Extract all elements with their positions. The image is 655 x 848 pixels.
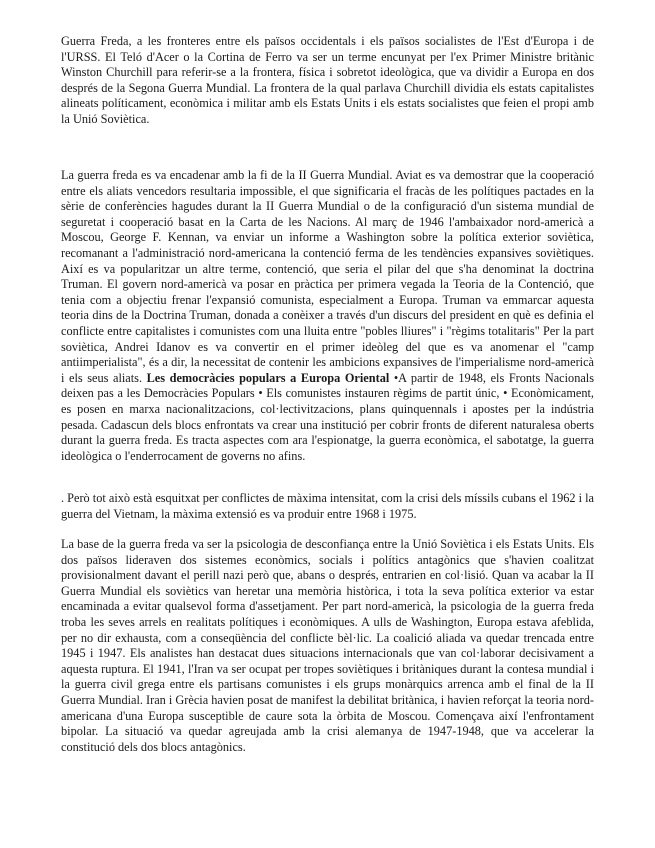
paragraph-psychology-of-distrust: La base de la guerra freda va ser la psicologia de desconfiança entre la Unió Soviètica i els Estats Units. Els dos països lideraven dos sistemes econòmics, socials i polítics antagònics que s'havien coalitzat provisionalment davant el perill nazi però que, abans o després, entrarien en col·lisió. Quan va acabar la II Guerra Mundial els soviètics van heretar una memòria històrica, i tota la seva política exterior va estar encaminada a evitar qualsevol forma d'assetjament. Per part nord-americà, la psicologia de la guerra freda troba les seves arrels en realitats polítiques i econòmiques. A ulls de Washington, Europa estava afeblida, per no dir exhausta, com a conseqüència del conflicte bèl·lic. La coalició aliada va quedar trencada entre 1945 i 1947. Els analistes han destacat dues situacions internacionals que van col·laborar decisivament a aquesta ruptura. El 1941, l'Iran va ser ocupat per tropes soviètiques i britàniques durant la contesa mundial i la guerra civil grega entre els partisans comunistes i els grups monàrquics arrenca amb el final de la II Guerra Mundial. Iran i Grècia havien posat de manifest la debilitat britànica, i havien reforçat la teoria nord-americana d'una Europa susceptible de caure sota la òrbita de Moscou. Començava així l'enfrontament bipolar. La situació va quedar agreujada amb la crisi alemanya de 1947-1948, que va accelerar la constitució dels dos blocs antagònics. (61, 537, 594, 754)
paragraph-conflicts: . Però tot això està esquitxat per conflictes de màxima intensitat, com la crisi dels míssils cubans el 1962 i la guerra del Vietnam, la màxima extensió es va produir entre 1968 i 1975. (61, 491, 594, 521)
paragraph-cold-war-border: Guerra Freda, a les fronteres entre els països occidentals i els països socialistes de l'Est d'Europa i de l'URSS. El Teló d'Acer o la Cortina de Ferro va ser un terme encunyat per l'ex Primer Ministre britànic Winston Churchill para referir-se a la frontera, física i sobretot ideològica, que va dividir a Europa en dos després de la Segona Guerra Mundial. La frontera de la qual parlava Churchill dividia els estats capitalistes alineats políticament, econòmica i militar amb els Estats Units i els estats socialistes que feien el propi amb la Unió Soviètica. (61, 34, 594, 126)
paragraph-text-after-heading: •A partir de 1948, els Fronts Nacionals deixen pas a les Democràcies Populars • Els comunistes instauren règims de partit únic, • Econòmicament, es posen en marxa nacionalitzacions, col·lectivitzacions, plans quinquennals i apostes per la indústria pesada. Cadascun dels blocs enfrontats va crear una institució per cobrir fronts de diferent naturalesa oberts durant la guerra freda. Es tracta aspectes com ara l'espionatge, la guerra econòmica, el sabotatge, la guerra ideològica o l'enderrocament de governs no afins. (61, 370, 594, 463)
paragraph-cold-war-origins (61, 168, 594, 464)
paragraph-text-before-heading: La guerra freda es va encadenar amb la fi de la II Guerra Mundial. Aviat es va demostrar que la cooperació entre els aliats vencedors resultaria impossible, el que significaria el fracàs de les polítiques pactades en la sèrie de conferències hagudes durant la II Guerra Mundial o de la configuració d'un sistema mundial de seguretat i cooperació basat en la Carta de les Nacions. Al març de 1946 l'ambaixador nord-americà a Moscou, George F. Kennan, va enviar un informe a Washington sobre la política exterior soviètica, recomanant a l'administració nord-americana la contenció ferma de les tendències expansives soviètiques. Així es va popularitzar un altre terme, contenció, que seria el pilar del que s'ha denominat la doctrina Truman. El govern nord-americà va posar en pràctica per primera vegada la Teoria de la Contenció, que tenia com a objectiu frenar l'expansió comunista, especialment a Europa. Truman va emmarcar aquesta teoria dins de la Doctrina Truman, donada a conèixer a través d'un discurs del president en què es definia el conflicte entre capitalistes i comunistes com una lluita entre "pobles lliures" i "règims totalitaris" Per la part soviètica, Andrei Idanov es va convertir en el primer ideòleg del que es va anomenar el "camp antiimperialista", és a dir, la necessitat de contenir les ambicions expansives de l'imperialisme nord-americà i els seus aliats. (61, 168, 594, 385)
inline-heading-popular-democracies: Les democràcies populars a Europa Oriental (146, 370, 390, 385)
